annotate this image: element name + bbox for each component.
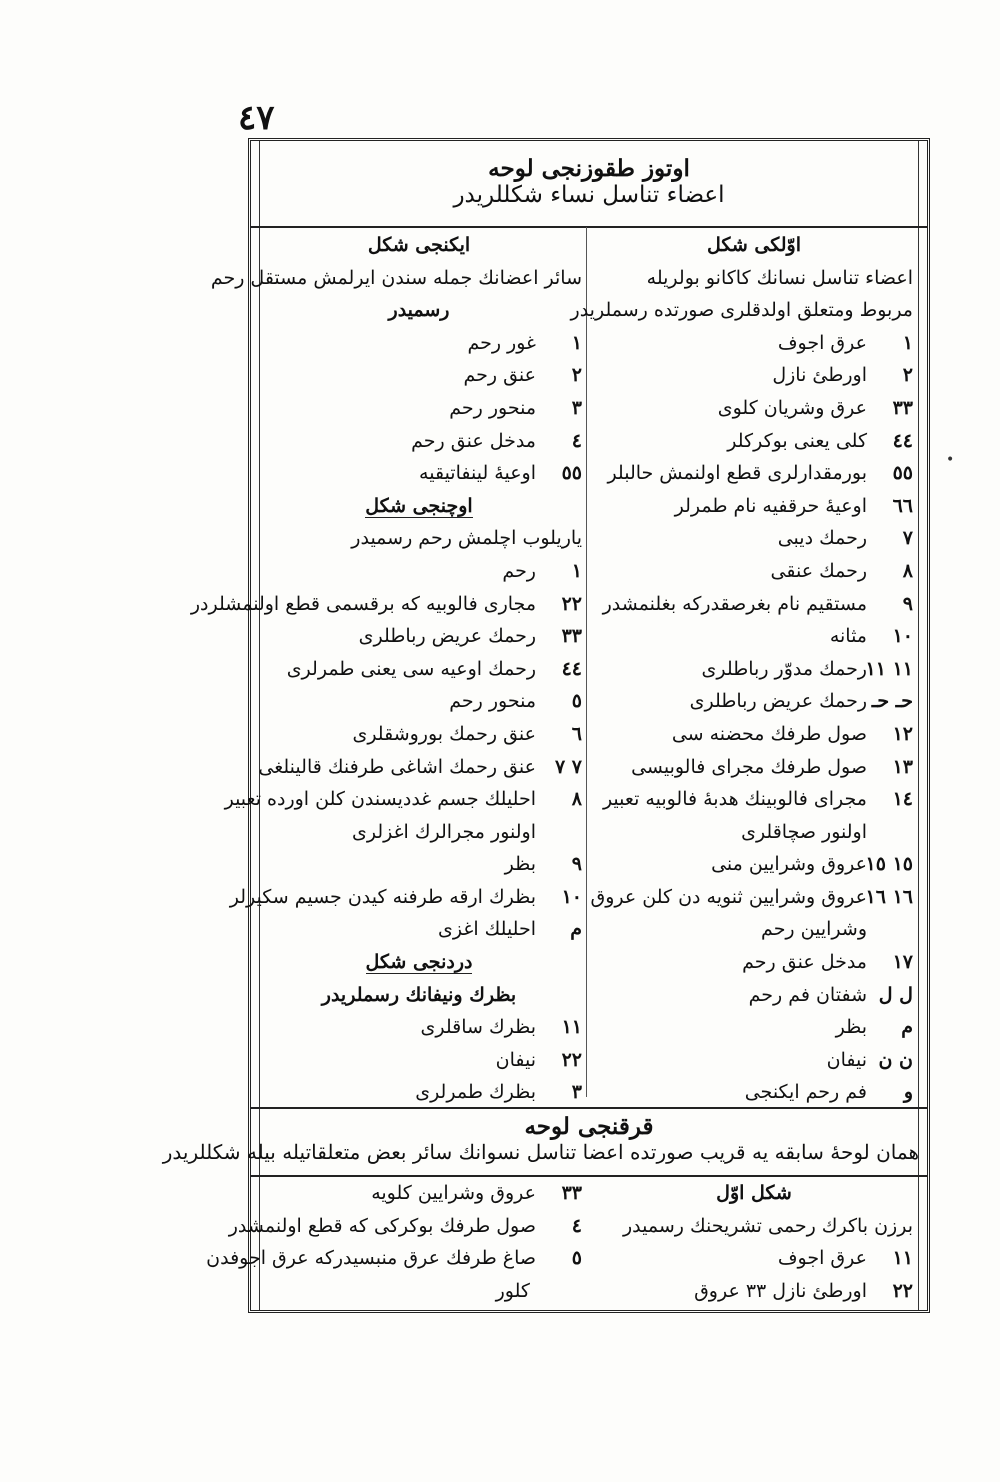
item-label: عروق وشرايين منی [711,853,867,876]
list-item [595,1011,913,1044]
item-number: م [570,918,582,941]
item-number: ٣ [571,1081,582,1104]
item-number: ٣٣ [561,625,582,648]
list-item [595,588,913,621]
item-label: مستقيم نام بغرصقدركه بغلنمشدر [602,592,867,615]
plate2-fig1-items [595,1242,913,1307]
item-label: مدخل عنق رحم [411,429,536,452]
item-number: حـ حـ [871,690,913,713]
plate2-fig1-cont-column [206,1177,582,1307]
fig4-description: بظرك ونيفانك رسملريدر [321,983,517,1006]
fig3-heading-text: اوچنجی شكل [365,494,473,517]
plate2-title: قرقنجی لوحه [524,1113,654,1140]
item-label: عرق وشريان كلوی [717,396,867,419]
list-item [595,979,913,1012]
item-label: بظرك ارقه طرفنه كيدن جسيم سكيرلر [229,885,536,908]
plate2-header [162,1113,927,1164]
list-item [595,1076,913,1109]
item-number: ٢ [571,364,582,387]
item-number: ١٢ [892,722,913,745]
list-item [190,588,582,621]
fig1-items [590,327,913,1109]
item-label: مدخل عنق رحم [742,951,867,974]
plate1-subtitle: اعضاء تناسل نساء شكللريدر [453,182,725,208]
margin-dot: • [946,452,955,468]
list-item [224,783,582,816]
item-number: ٣٣ [561,1182,582,1204]
item-label: رحمك مدوّر رباطلری [701,657,867,680]
list-item [595,913,913,946]
list-item [206,1242,582,1275]
list-item [595,718,913,751]
fig4-heading [256,946,582,979]
plate2-fig1-cont-items [206,1177,582,1307]
item-number: ٥٥ [892,462,913,485]
list-item [595,946,913,979]
plate1-header [251,155,927,208]
item-number: ١٠ [892,625,913,648]
item-label: صاغ طرفك عرق منبسيدركه عرق اجوفدن [206,1247,536,1270]
list-item [256,1011,582,1044]
item-label: مجاری فالوبيه كه برقسمی قطع اولنمشلردر [190,592,536,615]
list-item [256,1044,582,1077]
list-item [595,359,913,392]
item-number: ٤ [571,429,582,452]
header-divider [251,226,927,228]
item-number: ٦٦ [892,494,913,517]
item-number: ٩ [902,592,913,615]
list-item [256,457,582,490]
fig4-items [256,1011,582,1109]
list-item [256,653,582,686]
list-item [595,457,913,490]
item-label: رحمك عريض رباطلری [358,625,536,648]
item-label: عنق رحم [463,364,536,387]
item-number: ١٣ [892,755,913,778]
item-label: بظر [835,1016,867,1039]
item-number: ٣٣ [892,396,913,419]
item-number: و [903,1081,913,1104]
item-number: م [901,1016,913,1039]
item-label: عروق وشرايين ثنويه دن كلن عروق [590,885,867,908]
item-number: ١١ ١١ [865,657,913,680]
item-label: رحمك عنقی [770,559,867,582]
item-number: ٥ [571,690,582,713]
list-item [228,1210,582,1243]
list-item [595,555,913,588]
list-item [256,685,582,718]
plate-frame [162,138,930,1313]
plate2-fig1-heading: شكل اوّل [716,1182,792,1204]
item-label: احليلك جسم غدديسندن كلن اورده تعبير [224,788,536,811]
list-item [256,359,582,392]
list-item [595,327,913,360]
item-label: بظر [504,853,536,876]
item-label: منحور رحم [449,690,536,713]
item-label: غور رحم [467,331,536,354]
list-item [595,816,913,849]
item-number: ٢٢ [561,1048,582,1071]
fig2-description-2: رسميدر [388,299,450,322]
list-item [256,816,582,849]
fig3-heading [256,490,582,523]
item-label: اورطئ نازل [772,364,867,387]
item-number: ١٧ [892,951,913,974]
item-number: ٢ [902,364,913,387]
item-number: ٨ [571,788,582,811]
fig1-heading: اوّلكی شكل [707,234,801,256]
item-label: نيفان [826,1048,867,1071]
item-label: عنق رحمك اشاغی طرفنك قالينلغی [258,755,536,778]
fig1-description-2: مربوط ومتعلق اولدقلری صورتده رسملريدر [570,299,913,322]
list-item [595,751,913,784]
item-label: احليلك اغزی [438,918,536,941]
item-label: مجرای فالوبينك هدبهٔ فالوبيه تعبير [602,788,867,811]
item-number: ١٦ ١٦ [865,885,913,908]
item-label: اولنور صچاقلری [741,820,867,843]
item-label: عروق وشرايين كلويه [371,1182,536,1204]
item-label: شفتان فم رحم [748,983,867,1006]
fig2-items [256,327,582,490]
item-label: صول طرفك بوكركی كه قطع اولنمشدر [228,1214,536,1237]
item-label: عرق اجوف [777,1247,867,1270]
item-label: صول طرفك مجرای فالوبيسی [631,755,867,778]
list-item [595,1242,913,1275]
item-label: اولنور مجرالرك اغزلری [351,820,536,843]
plate2-fig1-column [595,1177,913,1307]
item-number: ن ن [878,1048,913,1071]
item-label: صول طرفك محضنه سی [671,722,867,745]
list-item [256,1275,582,1308]
item-label: اوعيهٔ لينفاتيقيه [419,462,536,485]
item-number: ٤٤ [892,429,913,452]
list-item [595,783,913,816]
fig1-description-1: اعضاء تناسل نسانك كاكانو بولريله [646,266,913,289]
column-divider [586,227,587,1097]
item-label: رحم [502,559,536,582]
list-item [256,620,582,653]
item-number: ٤٤ [561,657,582,680]
plate2-fig1-description: برزن باكرك رحمی تشريحنك رسميدر [622,1214,913,1237]
list-item [256,751,582,784]
list-item [595,490,913,523]
item-number: ٩ [571,853,582,876]
item-number: ل ل [878,983,913,1006]
plate2-divider-top [251,1107,927,1109]
item-number: ٤ [571,1214,582,1237]
page-number: ٤٧ [238,98,275,138]
list-item [595,392,913,425]
item-number: ٨ [902,559,913,582]
plate2-subtitle: همان لوحهٔ سابقه يه قريب صورتده اعضا تناسل نسوانك سائر بعض متعلقاتيله بيله شكللريدر [162,1140,919,1164]
list-item [595,1275,913,1308]
list-item [595,522,913,555]
item-number: ١١ [561,1016,582,1039]
fig2-description-1: سائر اعضانك جمله سندن ايرلمش مستقل رحم [210,266,582,289]
list-item [256,555,582,588]
item-label: عنق رحمك بوروشقلری [352,722,536,745]
item-number: ٧ ٧ [554,755,582,778]
fig3-description: ياريلوب اچلمش رحم رسميدر [351,527,582,550]
list-item [595,1044,913,1077]
item-number: ١ [902,331,913,354]
item-label: فم رحم ايكنجی [744,1081,867,1104]
item-number: ١ [571,331,582,354]
item-label: رحمك ديبی [777,527,867,550]
list-item [595,425,913,458]
item-label: وشرايين رحم [761,918,867,941]
item-number: ١٤ [892,788,913,811]
item-number: ٥٥ [561,462,582,485]
list-item [256,913,582,946]
item-number: ٦ [571,722,582,745]
fig2-4-column [190,229,582,1109]
item-label: اوعيهٔ حرقفيه نام طمرلر [674,494,867,517]
item-label: بظرك ساقلری [420,1016,536,1039]
plate1-title: اوتوز طقوزنجی لوحه [488,155,690,182]
item-label: بظرك طمرلری [415,1081,536,1104]
list-item [229,881,582,914]
item-label: رحمك عريض رباطلری [689,690,867,713]
item-number: ٣ [571,396,582,419]
item-number: ١٠ [561,885,582,908]
item-label: منحور رحم [449,396,536,419]
item-number: ١٥ ١٥ [865,853,913,876]
item-number: ٧ [902,527,913,550]
list-item [256,1177,582,1210]
item-label: نيفان [495,1048,536,1071]
fig4-heading-text: دردنجی شكل [365,951,473,974]
list-item [256,425,582,458]
list-item [256,718,582,751]
item-label: كلور [495,1279,536,1302]
list-item [595,620,913,653]
list-item [590,881,913,914]
item-label: كلی يعنی بوكركلر [727,429,867,452]
list-item [256,327,582,360]
item-number: ٢٢ [561,592,582,615]
item-label: بورمقدارلری قطع اولنمش حالبلر [607,462,867,485]
item-label: عرق اجوف [777,331,867,354]
item-label: مثانه [829,625,867,648]
list-item [595,653,913,686]
item-number: ١ [571,559,582,582]
list-item [256,1076,582,1109]
item-number: ١١ [892,1247,913,1270]
fig2-heading: ايكنجی شكل [367,234,471,256]
fig3-items [190,555,582,946]
list-item [256,848,582,881]
list-item [595,685,913,718]
list-item [256,392,582,425]
item-number: ٥ [571,1247,582,1270]
item-number: ٢٢ [892,1279,913,1302]
list-item [595,848,913,881]
item-label: رحمك اوعيه سی يعنی طمرلری [286,657,536,680]
item-label: اورطئ نازل ٣٣ عروق [694,1279,867,1302]
